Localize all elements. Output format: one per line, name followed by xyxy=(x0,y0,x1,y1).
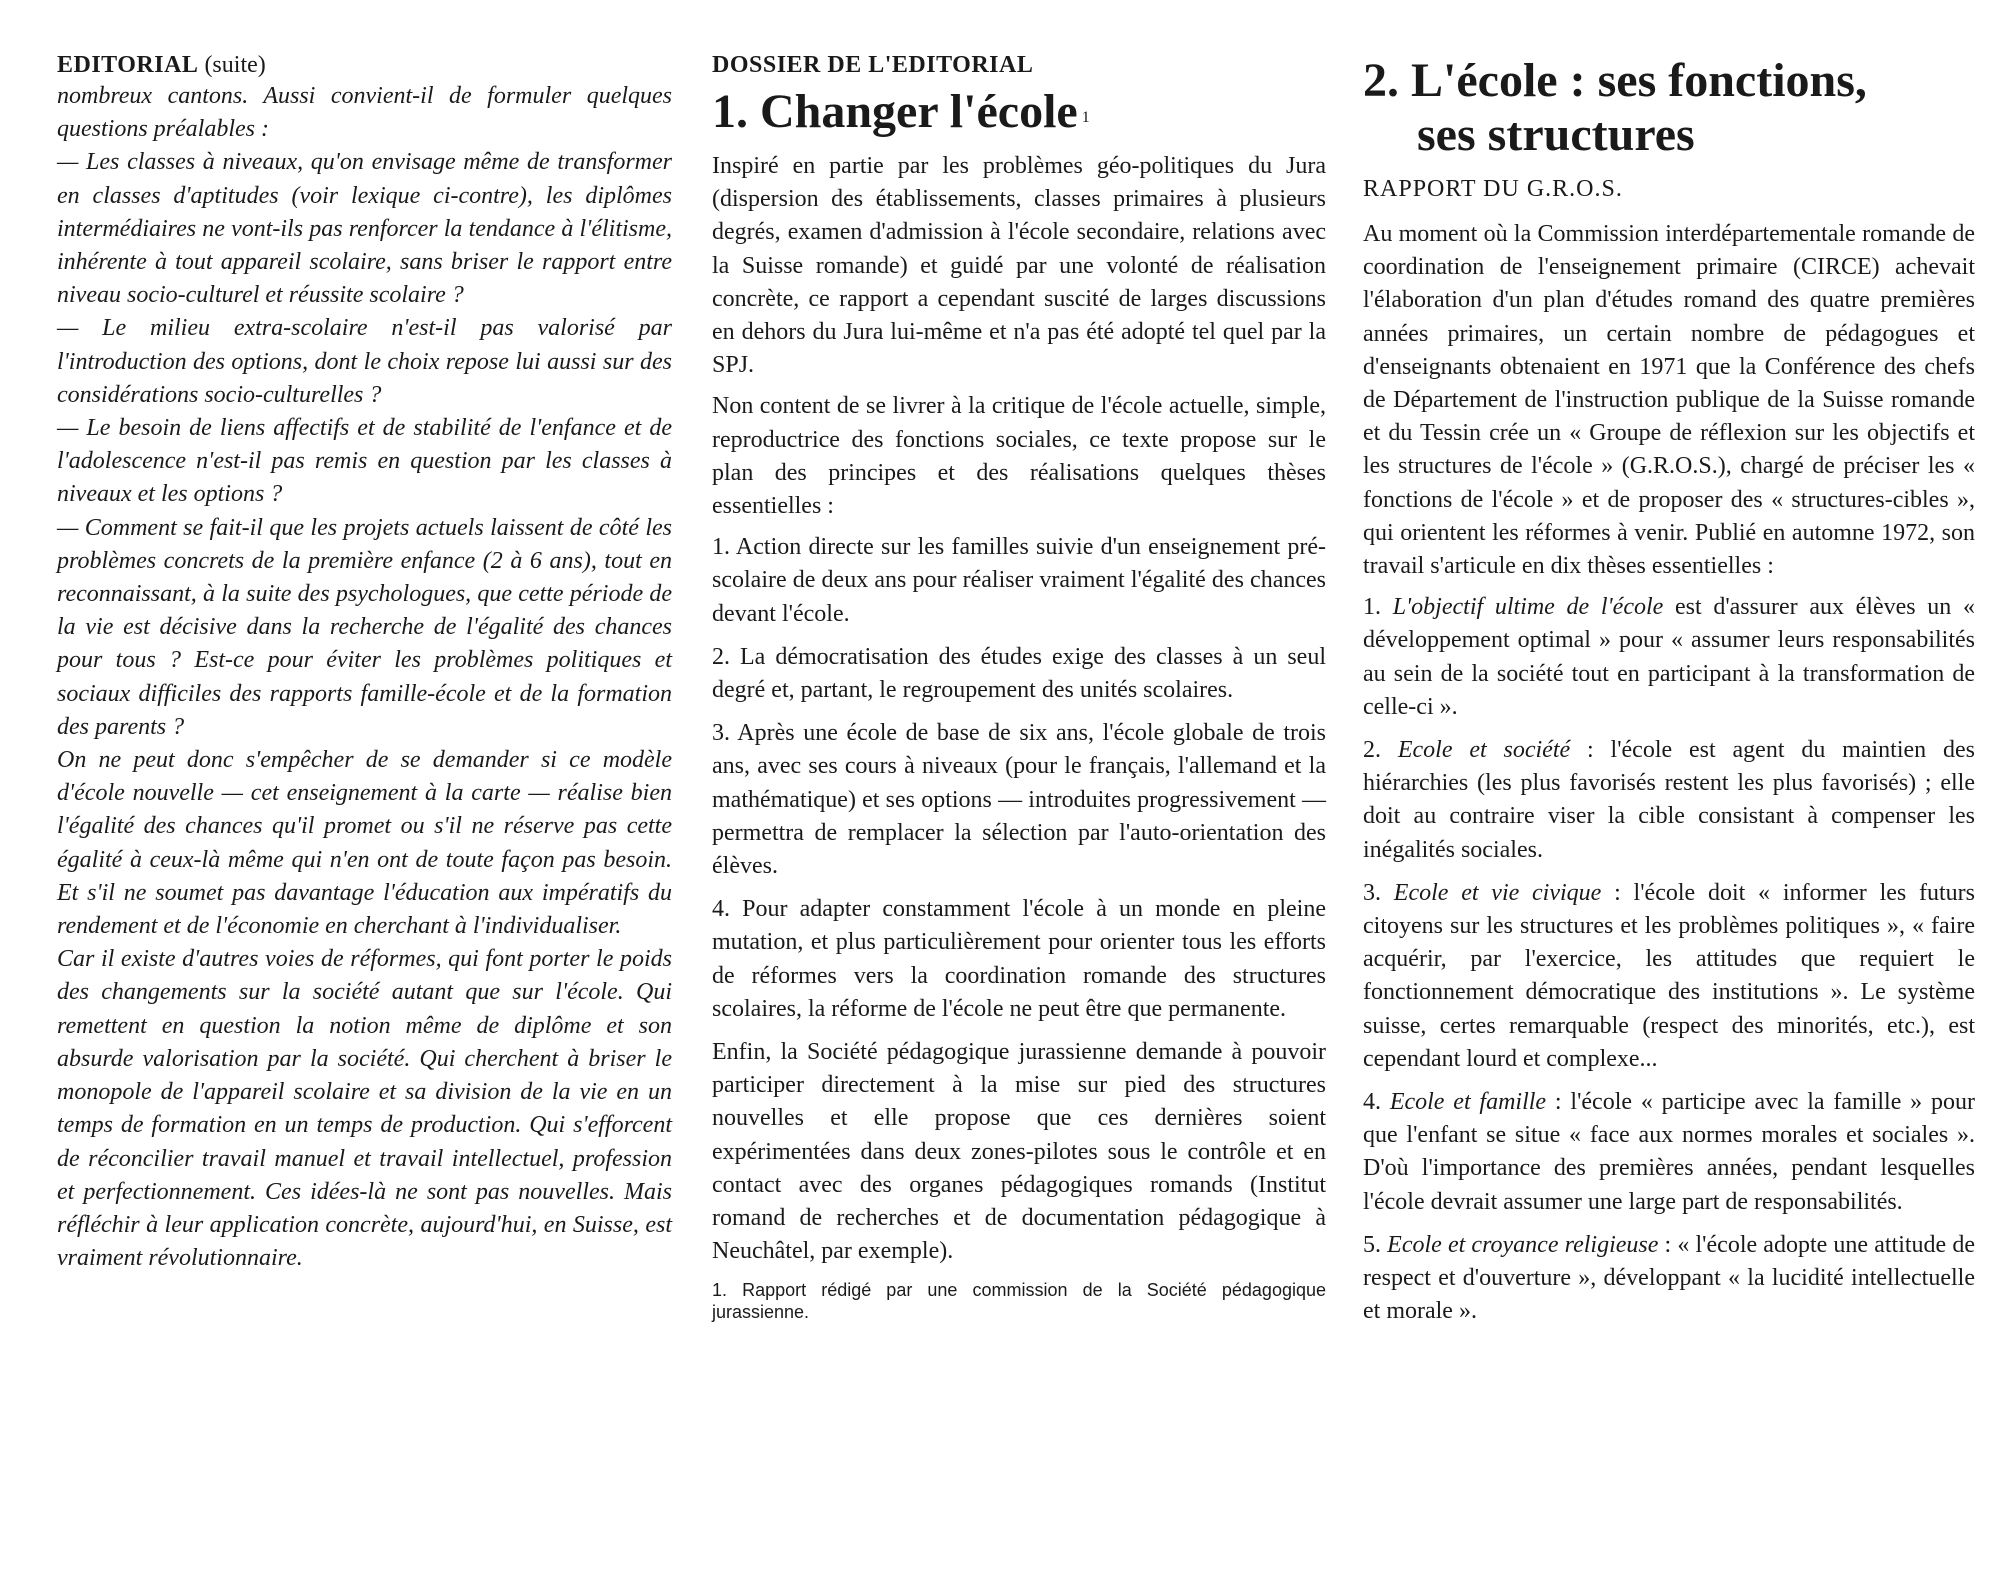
thesis-number: 2. xyxy=(1363,737,1381,764)
report-paragraph: Au moment où la Commission interdépartementale romande de coordination de l'enseignement primaire (CIRCE) achevait l'élaboration d'un plan d'études romand des quatre premières années primaires, un certain nombre de pédagogues et d'enseignants obtenaient en 1971 que la Conférence des chefs de Département de l'instruction publique de la Suisse romande et du Tessin crée un « Groupe de réflexion sur les objectifs et les structures de l'école » (G.R.O.S.), chargé de préciser les « fonctions de l'école » et de proposer des « structures-cibles », qui orientent les réformes à venir. Publié en automne 1972, son travail s'articule en dix thèses essentielles : xyxy=(1363,221,1975,580)
section-title xyxy=(1363,54,1975,162)
thesis-label: Ecole et famille xyxy=(1389,1089,1547,1116)
editorial-paragraph: Car il existe d'autres voies de réformes, qui font porter le poids des changements sur la société autant que sur l'école. Qui remettent en question la notion même de diplôme et son absurde valorisation par la société. Qui cherchent à briser le monopole de l'appareil scolaire et sa division de la vie en un temps de formation en un temps de production. Qui s'efforcent de réconcilier travail manuel et travail intellectuel, profession et perfectionnement. Ces idées-là ne sont pas nouvelles. Mais réfléchir à leur application concrète, aujourd'hui, en Suisse, est vraiment révolutionnaire. xyxy=(57,946,672,1272)
thesis-label: Ecole et société xyxy=(1397,737,1571,764)
thesis-item xyxy=(1363,1086,1975,1219)
thesis-number: 3. xyxy=(1363,879,1381,906)
thesis-text: : « l'école adopte une attitude de respect et d'ouverture », développant « la lucidité intellectuelle et morale ». xyxy=(1363,1231,1976,1325)
editorial-kicker xyxy=(57,50,672,80)
thesis-label: L'objectif ultime de l'école xyxy=(1392,594,1664,621)
editorial-question: — Comment se fait-il que les projets actuels laissent de côté les problèmes concrets de la première enfance (2 à 6 ans), tout en reconnaissant, à la suite des psychologues, que cette période de la vie est décisive dans la recherche de l'égalité des chances pour tous ? Est-ce pour éviter les problèmes politiques et sociaux difficiles des rapports famille-école et de la formation des parents ? xyxy=(57,514,672,740)
dossier-paragraph: Non content de se livrer à la critique de l'école actuelle, simple, reproductrice des fonctions sociales, ce texte propose sur le plan des principes et des réalisations quelques thèses essentielles : xyxy=(712,393,1326,520)
thesis-number: 4. xyxy=(1363,1089,1381,1116)
thesis-text: : l'école est agent du maintien des hiérarchies (les plus favorisés restent les plus favorisés) ; elle doit au contraire viser la cible consistant à compenser les inégalités sociales. xyxy=(1363,737,1976,863)
dossier-paragraph: Inspiré en partie par les problèmes géo-politiques du Jura (dispersion des établissements, classes primaires à plusieurs degrés, examen d'admission à l'école secondaire, relations avec la Suisse romande) et guidé par une volonté de réalisation concrète, ce rapport a cependant suscité de larges discussions en dehors du Jura lui-même et n'a pas été adopté tel quel par la SPJ. xyxy=(712,153,1326,379)
thesis-number: 5. xyxy=(1363,1231,1381,1258)
thesis-label: Ecole et croyance religieuse xyxy=(1387,1231,1659,1258)
thesis-text: : l'école doit « informer les futurs citoyens sur les structures et les problèmes politiques », « faire acquérir, par l'exercice, les attitudes que requiert le fonctionnement démocratique des institutions ». Le système suisse, certes remarquable (respect des minorités, etc.), est cependant lourd et complexe... xyxy=(1363,879,1975,1072)
footnote-marker: 1 xyxy=(1081,109,1090,126)
section-title-line: ses structures xyxy=(1417,108,1695,161)
thesis-item xyxy=(1363,1229,1975,1329)
thesis-item: 4. Pour adapter constamment l'école à un monde en pleine mutation, et plus particulièrement pour orienter tous les efforts de réformes vers la coordination romande des structures scolaires, la réforme de l'école ne peut être que permanente. xyxy=(712,896,1326,1022)
editorial-column xyxy=(57,50,672,1275)
thesis-item: 1. Action directe sur les familles suivie d'un enseignement pré-scolaire de deux ans pour réaliser vraiment l'égalité des chances devant l'école. xyxy=(712,534,1326,627)
thesis-item xyxy=(1363,734,1975,867)
editorial-question: — Le milieu extra-scolaire n'est-il pas valorisé par l'introduction des options, dont le choix repose lui aussi sur des considérations socio-culturelles ? xyxy=(57,315,672,408)
dossier-kicker xyxy=(712,50,1326,80)
section-title xyxy=(712,84,1326,140)
thesis-item: 2. La démocratisation des études exige des classes à un seul degré et, partant, le regroupement des unités scolaires. xyxy=(712,643,1326,704)
thesis-number: 1. xyxy=(1363,594,1381,621)
kicker-suite: (suite) xyxy=(204,52,266,78)
dossier-paragraph: Enfin, la Société pédagogique jurassienne demande à pouvoir participer directement à la mise sur pied des structures nouvelles et elle propose que ces dernières soient expérimentées dans deux zones-pilotes sous le contrôle et en contact avec des organes pédagogiques romands (Institut romand de recherches et de documentation pédagogique à Neuchâtel, par exemple). xyxy=(712,1039,1326,1265)
section-title-text: 1. Changer l'école xyxy=(712,85,1078,138)
editorial-question: — Le besoin de liens affectifs et de stabilité de l'enfance et de l'adolescence n'est-il pas remis en question par les classes à niveaux et les options ? xyxy=(57,415,672,508)
editorial-question: — Les classes à niveaux, qu'on envisage même de transformer en classes d'aptitudes (voir lexique ci-contre), les diplômes intermédiaires ne vont-ils pas renforcer la tendance à l'élitisme, inhérente à tout appareil scolaire, sans briser le rapport entre niveau socio-culturel et réussite scolaire ? xyxy=(57,149,672,309)
thesis-text: est d'assurer aux élèves un « développement optimal » pour « assumer leurs responsabilités au sein de la société tout en participant à la transformation de celle-ci ». xyxy=(1363,594,1976,720)
thesis-text: : l'école « participe avec la famille » pour que l'enfant se situe « face aux normes morales et sociales ». D'où l'importance des premières années, pendant lesquelles l'école devrait assumer une large part de responsabilités. xyxy=(1363,1089,1975,1215)
thesis-item: 3. Après une école de base de six ans, l'école globale de trois ans, avec ses cours à niveaux (pour le français, l'allemand et la mathématique) et ses options — introduites progressivement — permettra de remplacer la sélection par l'auto-orientation des élèves. xyxy=(712,720,1326,880)
footnote: 1. Rapport rédigé par une commission de la Société pédagogique jurassienne. xyxy=(712,1279,1326,1322)
section-title-line: 2. L'école : ses fonctions, xyxy=(1363,54,1867,107)
report-source: RAPPORT DU G.R.O.S. xyxy=(1363,176,1623,202)
thesis-item xyxy=(1363,591,1975,724)
thesis-item xyxy=(1363,877,1975,1076)
gros-column xyxy=(1363,50,1975,1339)
thesis-label: Ecole et vie civique xyxy=(1393,879,1602,906)
editorial-paragraph: On ne peut donc s'empêcher de se demander si ce modèle d'école nouvelle — cet enseignement à la carte — réalise bien l'égalité des chances qu'il promet ou s'il ne réserve pas cette égalité à ceux-là même qui n'en ont de toute façon pas besoin. Et s'il ne soumet pas davantage l'éducation aux impératifs du rendement et de l'économie en cherchant à l'individualiser. xyxy=(57,747,672,940)
editorial-intro: nombreux cantons. Aussi convient-il de formuler quelques questions préalables : xyxy=(57,83,672,143)
kicker-label: EDITORIAL xyxy=(57,52,199,78)
dossier-column xyxy=(712,50,1326,1323)
kicker-label: DOSSIER DE L'EDITORIAL xyxy=(712,52,1034,78)
